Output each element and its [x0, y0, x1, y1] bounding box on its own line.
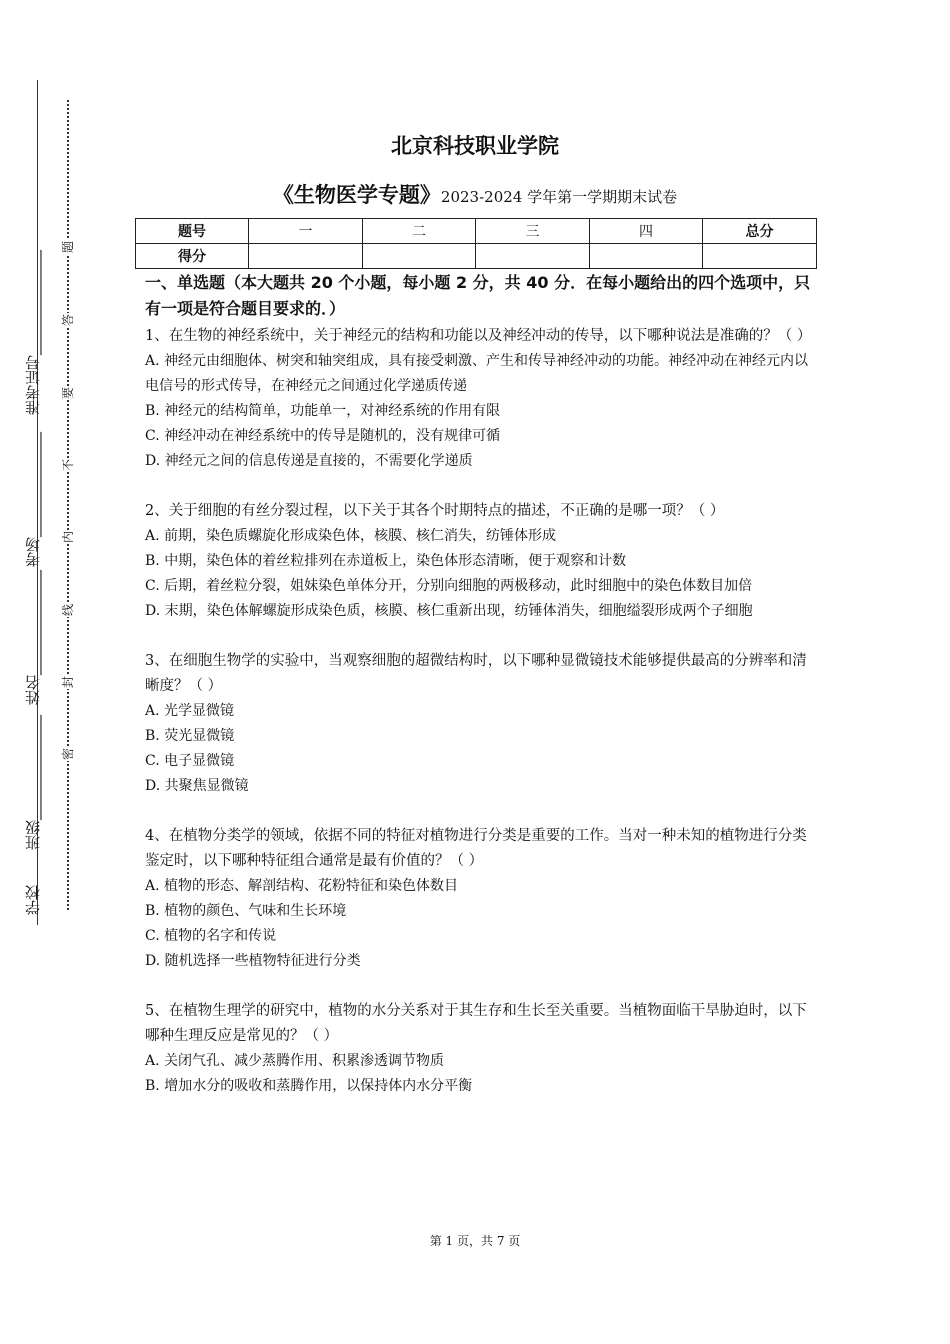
- margin-field-name: 姓名______________: [24, 570, 42, 705]
- option-b: B. 神经元的结构简单，功能单一，对神经系统的作用有限: [145, 403, 501, 419]
- page-number: 第 1 页，共 7 页: [429, 1234, 521, 1248]
- exam-content: [145, 270, 813, 1124]
- score-table-header-row: [136, 219, 817, 244]
- option-c: C. 电子显微镜: [145, 753, 235, 769]
- question-stem: 1、在生物的神经系统中，关于神经元的结构和功能以及神经冲动的传导，以下哪种说法是准确的？（ ）: [145, 328, 812, 344]
- margin-field-school: 学校: [24, 885, 42, 915]
- score-cell-q2: 二: [363, 219, 476, 244]
- question-stem: 4、在植物分类学的领域，依据不同的特征对植物进行分类是重要的工作。当对一种未知的植物进行分类鉴定时，以下哪种特征组合通常是最有价值的？（ ）: [145, 828, 807, 869]
- option-d: D. 神经元之间的信息传递是直接的，不需要化学递质: [145, 453, 473, 469]
- question-stem: 5、在植物生理学的研究中，植物的水分关系对于其生存和生长至关重要。当植物面临干旱胁迫时，以下哪种生理反应是常见的？（ ）: [145, 1003, 807, 1044]
- score-blank[interactable]: [249, 244, 363, 269]
- option-a: A. 植物的形态、解剖结构、花粉特征和染色体数目: [145, 878, 459, 894]
- seal-char-feng: 封: [61, 676, 75, 689]
- seal-char-yao: 要: [61, 387, 75, 400]
- score-cell-label: 题号: [136, 219, 249, 244]
- course-name: 《生物医学专题》: [272, 183, 441, 207]
- score-blank[interactable]: [476, 244, 590, 269]
- score-cell-total: 总分: [703, 219, 817, 244]
- term-info: 2023-2024 学年第一学期期末试卷: [440, 188, 678, 206]
- margin-field-class: 班级______________: [24, 715, 42, 850]
- option-d: D. 随机选择一些植物特征进行分类: [145, 953, 361, 969]
- margin-field-exam-id: 准考证号______________: [24, 250, 42, 415]
- option-d: D. 末期，染色体解螺旋形成染色质，核膜、核仁重新出现，纺锤体消失，细胞缢裂形成两个子细胞: [145, 603, 753, 619]
- option-c: C. 神经冲动在神经系统中的传导是随机的，没有规律可循: [145, 428, 501, 444]
- option-b: B. 植物的颜色、气味和生长环境: [145, 903, 347, 919]
- seal-char-ti: 题: [61, 241, 75, 254]
- seal-char-da: 答: [61, 314, 75, 327]
- question-5: [145, 999, 813, 1099]
- option-c: C. 后期，着丝粒分裂，姐妹染色单体分开，分别向细胞的两极移动，此时细胞中的染色体数目加倍: [145, 578, 753, 594]
- option-b: B. 荧光显微镜: [145, 728, 235, 744]
- score-table: [135, 218, 817, 269]
- score-blank[interactable]: [363, 244, 476, 269]
- option-a: A. 神经元由细胞体、树突和轴突组成，具有接受刺激、产生和传导神经冲动的功能。神经冲动在神经元内以电信号的形式传导，在神经元之间通过化学递质传递: [145, 353, 809, 394]
- margin-field-exam-room: 考场______________: [24, 432, 42, 567]
- score-row-label: 得分: [136, 244, 249, 269]
- score-blank[interactable]: [703, 244, 817, 269]
- question-2: [145, 499, 813, 624]
- option-c: C. 植物的名字和传说: [145, 928, 277, 944]
- option-b: B. 增加水分的吸收和蒸腾作用，以保持体内水分平衡: [145, 1078, 473, 1094]
- question-stem: 3、在细胞生物学的实验中，当观察细胞的超微结构时，以下哪种显微镜技术能够提供最高的分辨率和清晰度？（ ）: [145, 653, 807, 694]
- question-4: [145, 824, 813, 974]
- seal-dotted-line: [67, 100, 69, 910]
- question-3: [145, 649, 813, 799]
- score-cell-q3: 三: [476, 219, 590, 244]
- option-a: A. 关闭气孔、减少蒸腾作用、积累渗透调节物质: [145, 1053, 445, 1069]
- score-cell-q1: 一: [249, 219, 363, 244]
- score-cell-q4: 四: [590, 219, 703, 244]
- score-blank[interactable]: [590, 244, 703, 269]
- question-stem: 2、关于细胞的有丝分裂过程，以下关于其各个时期特点的描述，不正确的是哪一项？（ ）: [145, 503, 725, 519]
- seal-char-xian: 线: [61, 604, 75, 617]
- seal-char-bu: 不: [61, 459, 75, 472]
- option-a: A. 前期，染色质螺旋化形成染色体，核膜、核仁消失，纺锤体形成: [145, 528, 557, 544]
- option-b: B. 中期，染色体的着丝粒排列在赤道板上，染色体形态清晰，便于观察和计数: [145, 553, 627, 569]
- exam-subtitle: [0, 179, 950, 209]
- score-table-score-row: [136, 244, 817, 269]
- section-heading: 一、单选题（本大题共 20 个小题，每小题 2 分，共 40 分．在每小题给出的四个选项中，只有一项是符合题目要求的．）: [145, 273, 811, 318]
- option-d: D. 共聚焦显微镜: [145, 778, 249, 794]
- school-title: 北京科技职业学院: [391, 134, 559, 158]
- seal-char-nei: 内: [61, 531, 75, 544]
- seal-char-mi: 密: [61, 748, 75, 761]
- option-a: A. 光学显微镜: [145, 703, 235, 719]
- question-1: [145, 324, 813, 474]
